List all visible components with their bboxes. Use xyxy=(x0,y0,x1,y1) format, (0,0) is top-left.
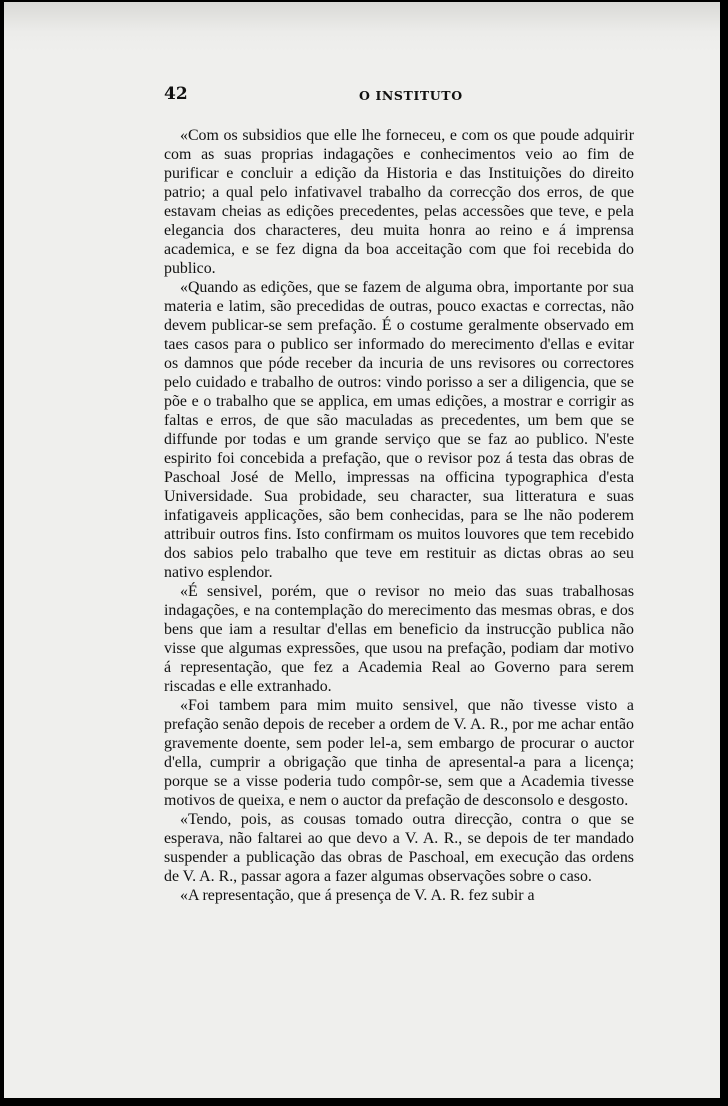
book-page xyxy=(4,2,720,1098)
paragraph-2: «Quando as edições, que se fazem de alguma obra, importante por sua materia e latim, são precedidas de outras, pouco exactas e correctas, não devem publicar-se sem prefação. É o costume geralmente observado em taes casos para o publico ser informado do merecimento d'ellas e evitar os damnos que póde receber da incuria de uns revisores ou correctores pelo cuidado e trabalho de outros: vindo porisso a ser a diligencia, que se põe e o trabalho que se applica, em umas edições, a mostrar e corrigir as faltas e erros, de que são maculadas as precedentes, um bem que se diffunde por todas e um grande serviço que se faz ao publico. N'este espirito foi concebida a prefação, que o revisor poz á testa das obras de Paschoal José de Mello, impressas na officina typographica d'esta Universidade. Sua probidade, seu character, sua litteratura e suas infatigaveis applicações, são bem conhecidas, para se lhe não poderem attribuir outros fins. Isto confirmam os muitos louvores que tem recebido dos sabios pelo trabalho que teve em restituir as dictas obras ao seu nativo esplendor. xyxy=(164,279,634,581)
body-text xyxy=(164,126,634,905)
paragraph-3: «É sensivel, porém, que o revisor no meio das suas trabalhosas indagações, e na contemplação do merecimento das mesmas obras, e dos bens que iam a resultar d'ellas em beneficio da instrucção publica não visse que algumas expressões, que usou na prefação, podiam dar motivo á representação, que fez a Academia Real ao Governo para serem riscadas e elle extranhado. xyxy=(164,583,634,695)
page-number: 42 xyxy=(164,84,188,104)
paragraph-6: «A representação, que á presença de V. A. R. fez subir a xyxy=(180,887,535,904)
paragraph-5: «Tendo, pois, as cousas tomado outra direcção, contra o que se esperava, não faltarei ao que devo a V. A. R., se depois de ter mandado suspender a publicação das obras de Paschoal, em execução das ordens de V. A. R., passar agora a fazer algumas observações sobre o caso. xyxy=(164,811,634,885)
paragraph-1: «Com os subsidios que elle lhe forneceu, e com os que poude adquirir com as suas proprias indagações e conhecimentos veio ao fim de purificar e concluir a edição da Historia e das Instituições do direito patrio; a qual pelo infativavel trabalho da correcção dos erros, de que estavam cheias as edições precedentes, pelas accessões que teve, e pela elegancia dos characteres, deu muita honra ao reino e á imprensa academica, e se fez digna da boa acceitação com que foi recebida do publico. xyxy=(164,127,634,277)
page-top-shading xyxy=(4,2,720,52)
page-header xyxy=(164,84,634,108)
running-title: O INSTITUTO xyxy=(359,88,463,103)
paragraph-4: «Foi tambem para mim muito sensivel, que não tivesse visto a prefação senão depois de receber a ordem de V. A. R., por me achar então gravemente doente, sem poder lel-a, sem embargo de procurar o auctor d'ella, cumprir a obrigação que tinha de apresental-a para a licença; porque se a visse poderia tudo compôr-se, sem que a Academia tivesse motivos de queixa, e nem o auctor da prefação de desconsolo e desgosto. xyxy=(164,697,634,809)
